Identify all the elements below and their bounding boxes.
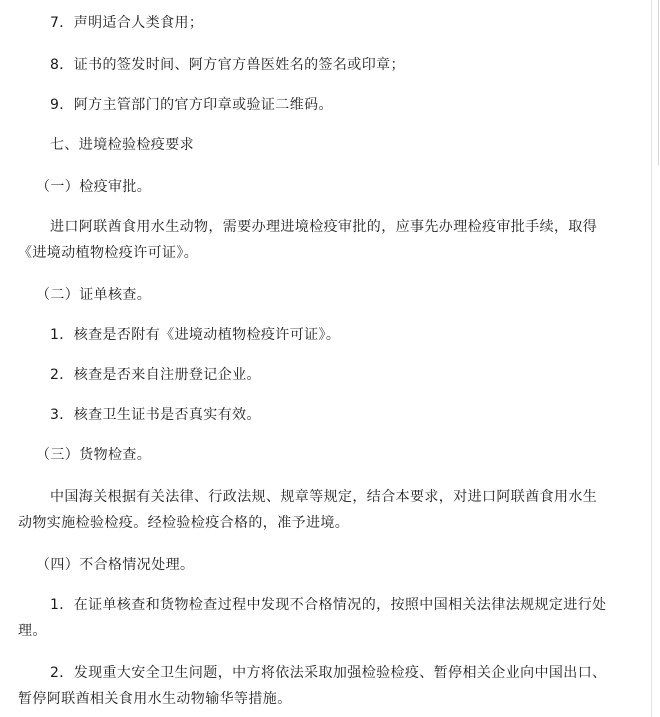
subsection-heading: （三）货物检查。: [36, 447, 152, 463]
noncompliance-item-1: 1．在证单核查和货物检查过程中发现不合格情况的，按照中国相关法律法规规定进行处: [50, 597, 607, 613]
noncompliance-item-2-continued: 暂停阿联酋相关食用水生动物输华等措施。: [18, 691, 292, 707]
noncompliance-item-1-continued: 理。: [18, 623, 47, 639]
list-item-8: 8．证书的签发时间、阿方官方兽医姓名的签名或印章；: [50, 57, 405, 73]
scrollbar[interactable]: [651, 0, 660, 717]
check-item-3: 3．核查卫生证书是否真实有效。: [50, 407, 261, 423]
section-heading: 七、进境检验检疫要求: [50, 137, 194, 153]
list-item-9: 9．阿方主管部门的官方印章或验证二维码。: [50, 97, 333, 113]
paragraph-line: 《进境动植物检疫许可证》。: [18, 245, 199, 261]
list-item-7: 7．声明适合人类食用；: [50, 15, 204, 31]
subsection-heading: （四）不合格情况处理。: [36, 557, 195, 573]
check-item-2: 2．核查是否来自注册登记企业。: [50, 367, 261, 383]
subsection-heading: （二）证单核查。: [36, 287, 152, 303]
paragraph-line: 动物实施检验检疫。经检验检疫合格的，准予进境。: [18, 515, 350, 531]
subsection-heading: （一）检疫审批。: [36, 179, 152, 195]
noncompliance-item-2: 2．发现重大安全卫生问题，中方将依法采取加强检验检疫、暂停相关企业向中国出口、: [50, 665, 607, 681]
paragraph-line: 进口阿联酋食用水生动物，需要办理进境检疫审批的，应事先办理检疫审批手续，取得: [50, 219, 598, 235]
scrollbar-thumb[interactable]: [653, 0, 659, 165]
check-item-1: 1．核查是否附有《进境动植物检疫许可证》。: [50, 327, 341, 343]
paragraph-line: 中国海关根据有关法律、行政法规、规章等规定，结合本要求，对进口阿联酋食用水生: [50, 489, 598, 505]
